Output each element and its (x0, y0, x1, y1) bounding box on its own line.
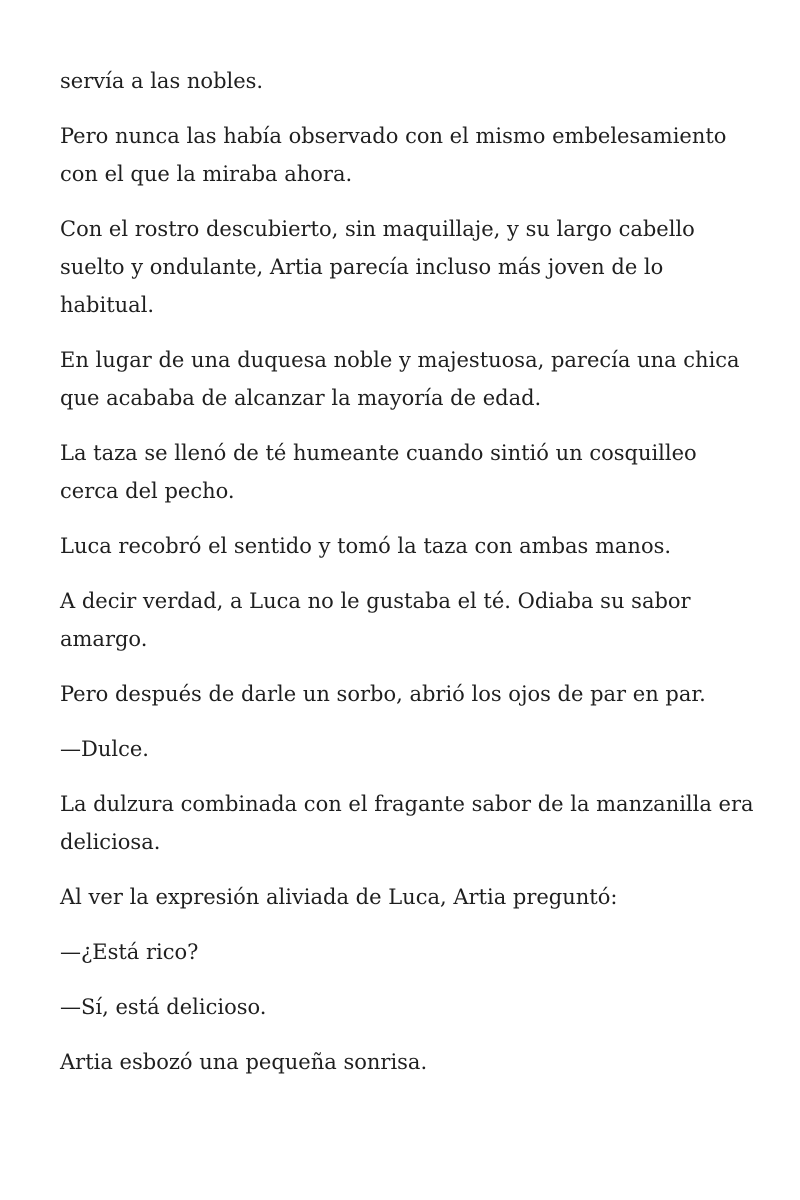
paragraph: Luca recobró el sentido y tomó la taza con ambas manos. (60, 534, 672, 558)
dialogue-line: —Sí, está delicioso. (60, 995, 267, 1019)
paragraph: Al ver la expresión aliviada de Luca, Artia preguntó: (60, 885, 618, 909)
paragraph: La taza se llenó de té humeante cuando sintió un cosquilleo cerca del pecho. (60, 441, 697, 503)
paragraph: Con el rostro descubierto, sin maquillaje, y su largo cabello suelto y ondulante, Artia parecía incluso más joven de lo habitual. (60, 217, 695, 317)
paragraph: La dulzura combinada con el fragante sabor de la manzanilla era deliciosa. (60, 792, 754, 854)
paragraph: A decir verdad, a Luca no le gustaba el té. Odiaba su sabor amargo. (60, 589, 691, 651)
dialogue-line: —¿Está rico? (60, 940, 199, 964)
paragraph: Pero nunca las había observado con el mismo embelesamiento con el que la miraba ahora. (60, 124, 727, 186)
dialogue-line: —Dulce. (60, 737, 149, 761)
paragraph: En lugar de una duquesa noble y majestuosa, parecía una chica que acababa de alcanzar la mayoría de edad. (60, 348, 740, 410)
paragraph: Pero después de darle un sorbo, abrió los ojos de par en par. (60, 682, 706, 706)
paragraph: servía a las nobles. (60, 69, 264, 93)
paragraph: Artia esbozó una pequeña sonrisa. (60, 1050, 428, 1074)
